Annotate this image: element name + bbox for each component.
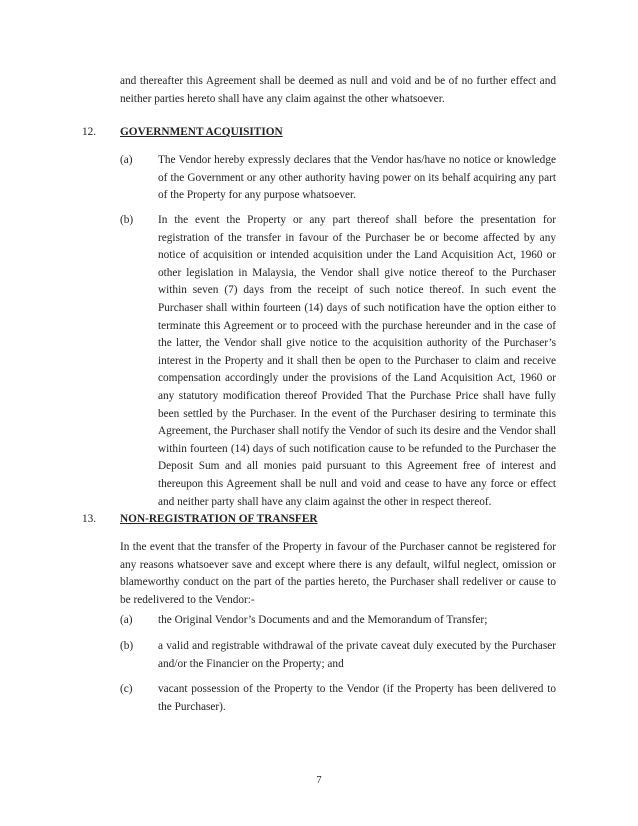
page-number: 7 — [316, 775, 322, 786]
section-12-number: 12. — [82, 126, 97, 138]
section-12-item-b-text: In the event the Property or any part thereof shall before the presentation for registration of the transfer in favour of the Purchaser be or become affected by any notice of acquisition or intended acquisition under the Land Acquisition Act, 1960 or other legislation in Malaysia, the Vendor shall give notice thereof to the Purchaser within seven (7) days from the receipt of such notice thereof. In such event the Purchaser shall within fourteen (14) days of such notification have the option either to terminate this Agreement or to proceed with the purchase hereunder and in the case of the latter, the Vendor shall give notice to the acquisition authority of the Purchaser’s interest in the Property and it shall then be open to the Purchaser to claim and receive compensation accordingly under the provisions of the Land Acquisition Act, 1960 or any statutory modification thereof Provided That the Purchase Price shall have fully been settled by the Purchaser. In the event of the Purchaser desiring to terminate this Agreement, the Purchaser shall notify the Vendor of such its desire and the Vendor shall within fourteen (14) days of such notification cause to be refunded to the Purchaser the Deposit Sum and all monies paid pursuant to this Agreement free of interest and thereupon this Agreement shall be null and void and cease to have any force or effect and neither party shall have any claim against the other in respect thereof. — [158, 214, 556, 508]
section-12-item-a — [158, 152, 556, 205]
section-13-item-b-text: a valid and registrable withdrawal of the private caveat duly executed by the Purchaser and/or the Financier on the Property; and — [158, 640, 556, 670]
section-12-item-a-label: (a) — [120, 154, 133, 166]
section-12-item-b-label: (b) — [120, 214, 134, 226]
section-13-intro — [120, 539, 556, 609]
section-13-item-a-label: (a) — [120, 614, 133, 626]
section-13-item-c-text: vacant possession of the Property to the Vendor (if the Property has been delivered to the Purchaser). — [158, 683, 556, 713]
intro-text: and thereafter this Agreement shall be deemed as null and void and be of no further effect and neither parties hereto shall have any claim against the other whatsoever. — [120, 75, 556, 105]
section-13-item-b-label: (b) — [120, 640, 134, 652]
section-13-item-a — [158, 612, 556, 630]
section-13-intro-text: In the event that the transfer of the Property in favour of the Purchaser cannot be registered for any reasons whatsoever save and except where there is any default, wilful neglect, omission or blameworthy conduct on the part of the parties hereto, the Purchaser shall redeliver or cause to be redelivered to the Vendor:- — [120, 541, 556, 606]
intro-paragraph — [120, 73, 556, 108]
section-13-item-c — [158, 681, 556, 716]
section-13-item-b — [158, 638, 556, 673]
section-12-item-a-text: The Vendor hereby expressly declares that the Vendor has/have no notice or knowledge of the Government or any other authority having power on its behalf acquiring any part of the Property for any purpose whatsoever. — [158, 154, 556, 202]
section-13-item-a-text: the Original Vendor’s Documents and and the Memorandum of Transfer; — [158, 614, 488, 626]
section-12-heading: GOVERNMENT ACQUISITION — [120, 126, 283, 138]
section-13-item-c-label: (c) — [120, 683, 133, 695]
section-12-item-b — [158, 212, 556, 511]
section-13-heading: NON-REGISTRATION OF TRANSFER — [120, 513, 318, 525]
section-13-number: 13. — [82, 513, 97, 525]
